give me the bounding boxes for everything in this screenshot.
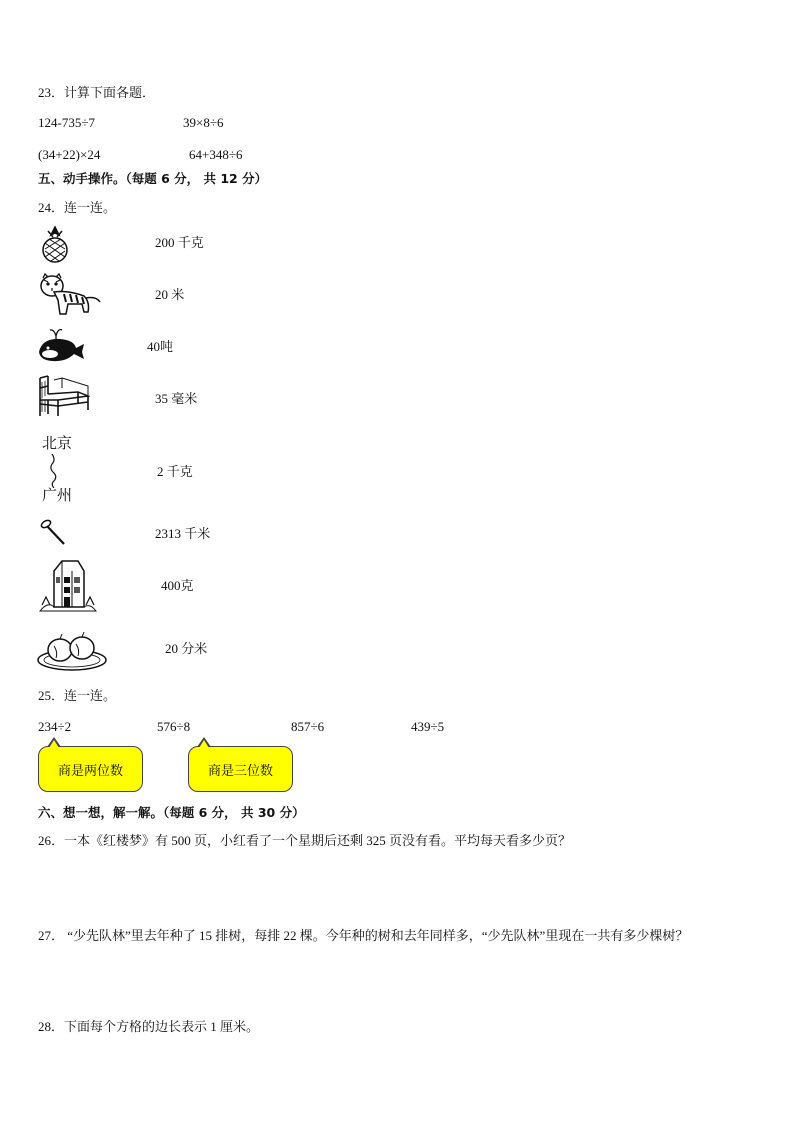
q23-expr-4: 64+348÷6	[189, 147, 243, 162]
q24-title: 24．连一连。	[38, 200, 117, 215]
q23-title: 23．计算下面各题．	[38, 85, 156, 100]
section6-header: 六、想一想，解一解。（每题 6 分， 共 30 分）	[38, 805, 305, 820]
q24-label-2: 20 米	[155, 287, 185, 302]
q25-title: 25．连一连。	[38, 688, 117, 703]
q25-expr-4: 439÷5	[411, 719, 445, 734]
pineapple-icon	[38, 225, 72, 263]
q28-text: 28．下面每个方格的边长表示 1 厘米。	[38, 1019, 260, 1034]
map-label-guangzhou: 广州	[42, 486, 73, 504]
whale-icon	[36, 326, 86, 364]
apples-plate-icon	[36, 628, 108, 672]
q24-label-6: 2313 千米	[155, 526, 211, 541]
tiger-icon	[38, 272, 102, 318]
bubble-three-digit	[188, 746, 293, 792]
section5-header: 五、动手操作。（每题 6 分， 共 12 分）	[38, 171, 268, 186]
q24-label-8: 20 分米	[165, 641, 208, 656]
q26-text: 26．一本《红楼梦》有 500 页，小红看了一个星期后还剩 325 页没有看。平均每天看多少页？	[38, 833, 572, 848]
bubble-two-digit-label: 商是两位数	[57, 762, 123, 778]
q24-label-1: 200 千克	[155, 235, 204, 250]
bed-icon	[38, 374, 90, 418]
q27-text: 27． “少先队林”里去年种了 15 排树，每排 22 棵。今年种的树和去年同样多，“少先队林”里现在一共有多少棵树？	[38, 928, 689, 943]
bubble-three-digit-label: 商是三位数	[207, 762, 273, 778]
q23-expr-2: 39×8÷6	[183, 115, 224, 130]
q25-expr-1: 234÷2	[38, 719, 72, 734]
beijing-guangzhou-map-icon	[40, 434, 82, 508]
bubble-two-digit	[38, 746, 143, 792]
q24-label-5: 2 千克	[157, 464, 193, 479]
q25-expr-2: 576÷8	[157, 719, 191, 734]
q25-expr-3: 857÷6	[291, 719, 325, 734]
map-label-beijing: 北京	[42, 434, 73, 452]
q23-expr-1: 124-735÷7	[38, 115, 95, 130]
building-icon	[38, 557, 98, 613]
q24-label-4: 35 毫米	[155, 391, 198, 406]
q24-label-7: 400克	[161, 578, 194, 593]
q24-label-3: 40吨	[147, 339, 174, 354]
q23-expr-3: (34+22)×24	[38, 147, 101, 162]
nail-icon	[40, 518, 70, 548]
